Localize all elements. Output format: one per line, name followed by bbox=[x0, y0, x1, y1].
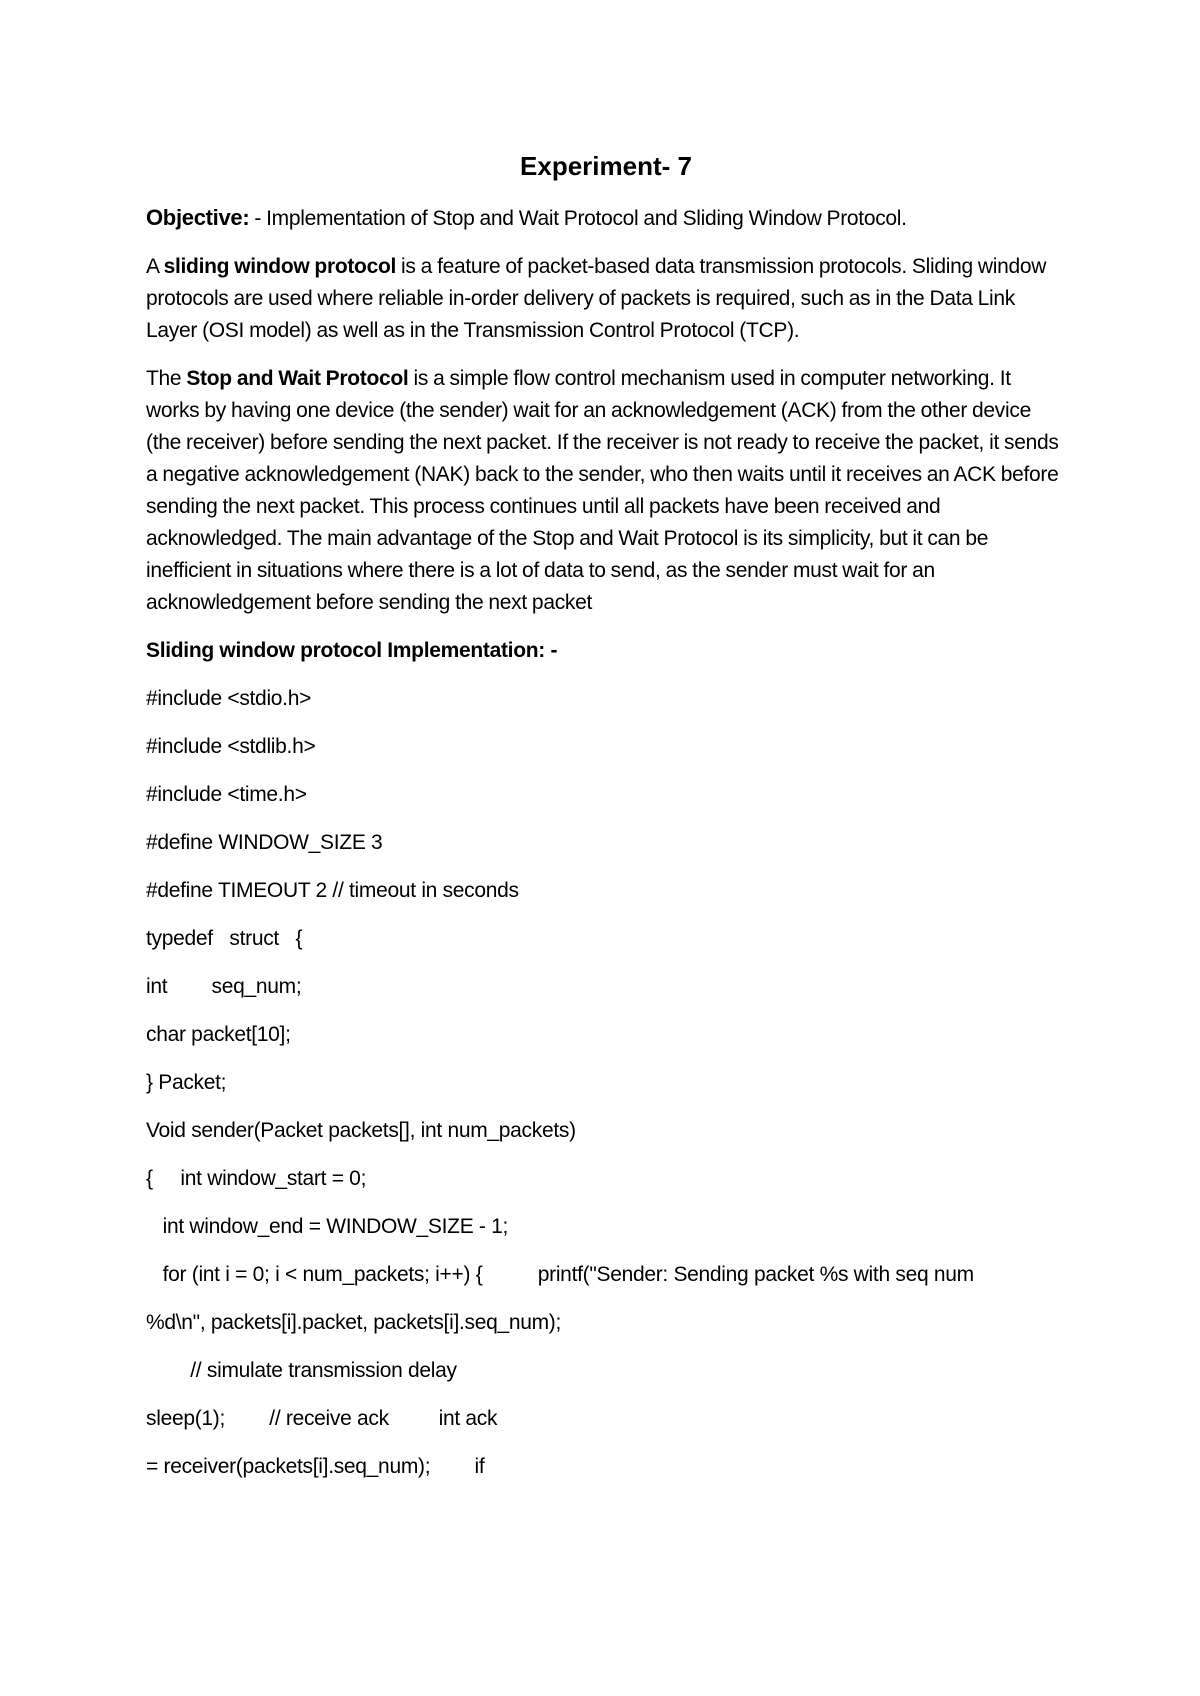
code-line: } Packet; bbox=[146, 1071, 227, 1094]
stopwait-bold-term: Stop and Wait Protocol bbox=[186, 367, 409, 390]
sliding-window-paragraph bbox=[146, 251, 1066, 347]
sliding-text: is a feature of packet-based data transmission protocols. Sliding window protocols are used where reliable in-order delivery of packets is required, such as in the Data Link Layer (OSI model) as well as in the Transmission Control Protocol (TCP). bbox=[146, 255, 1047, 342]
stopwait-text: is a simple flow control mechanism used in computer networking. It works by having one device (the sender) wait for an acknowledgement (ACK) from the other device (the receiver) before sending the next packet. If the receiver is not ready to receive the packet, it sends a negative acknowledgement (NAK) back to the sender, who then waits until it receives an ACK before sending the next packet. This process continues until all packets have been received and acknowledged. The main advantage of the Stop and Wait Protocol is its simplicity, but it can be inefficient in situations where there is a lot of data to send, as the sender must wait for an acknowledgement before sending the next packet bbox=[146, 367, 1059, 614]
code-line: typedef struct { bbox=[146, 927, 303, 950]
stopwait-prefix: The bbox=[146, 367, 187, 390]
objective-text: - Implementation of Stop and Wait Protocol and Sliding Window Protocol. bbox=[249, 207, 907, 230]
objective-paragraph bbox=[146, 202, 1066, 235]
code-block bbox=[146, 683, 1066, 1483]
code-line: = receiver(packets[i].seq_num); if bbox=[146, 1455, 485, 1478]
sliding-prefix: A bbox=[146, 255, 164, 278]
code-line: char packet[10]; bbox=[146, 1023, 291, 1046]
code-line: #define TIMEOUT 2 // timeout in seconds bbox=[146, 879, 519, 902]
code-line: int window_end = WINDOW_SIZE - 1; bbox=[146, 1215, 509, 1238]
code-line: %d\n", packets[i].packet, packets[i].seq_num); bbox=[146, 1311, 562, 1334]
code-line: // simulate transmission delay bbox=[146, 1359, 457, 1382]
code-line: #include <stdlib.h> bbox=[146, 735, 316, 758]
sliding-bold-term: sliding window protocol bbox=[163, 255, 397, 278]
implementation-heading: Sliding window protocol Implementation: - bbox=[146, 639, 558, 662]
code-line: for (int i = 0; i < num_packets; i++) { printf("Sender: Sending packet %s with seq num bbox=[146, 1263, 974, 1286]
document-content bbox=[146, 150, 1066, 1499]
page-title: Experiment- 7 bbox=[520, 151, 692, 181]
code-line: #include <time.h> bbox=[146, 783, 307, 806]
objective-label: Objective: bbox=[146, 205, 250, 230]
code-line: #include <stdio.h> bbox=[146, 687, 312, 710]
code-line: sleep(1); // receive ack int ack bbox=[146, 1407, 498, 1430]
code-line: { int window_start = 0; bbox=[146, 1167, 367, 1190]
code-line: Void sender(Packet packets[], int num_packets) bbox=[146, 1119, 576, 1142]
code-line: #define WINDOW_SIZE 3 bbox=[146, 831, 383, 854]
code-line: int seq_num; bbox=[146, 975, 302, 998]
stop-wait-paragraph bbox=[146, 363, 1066, 619]
